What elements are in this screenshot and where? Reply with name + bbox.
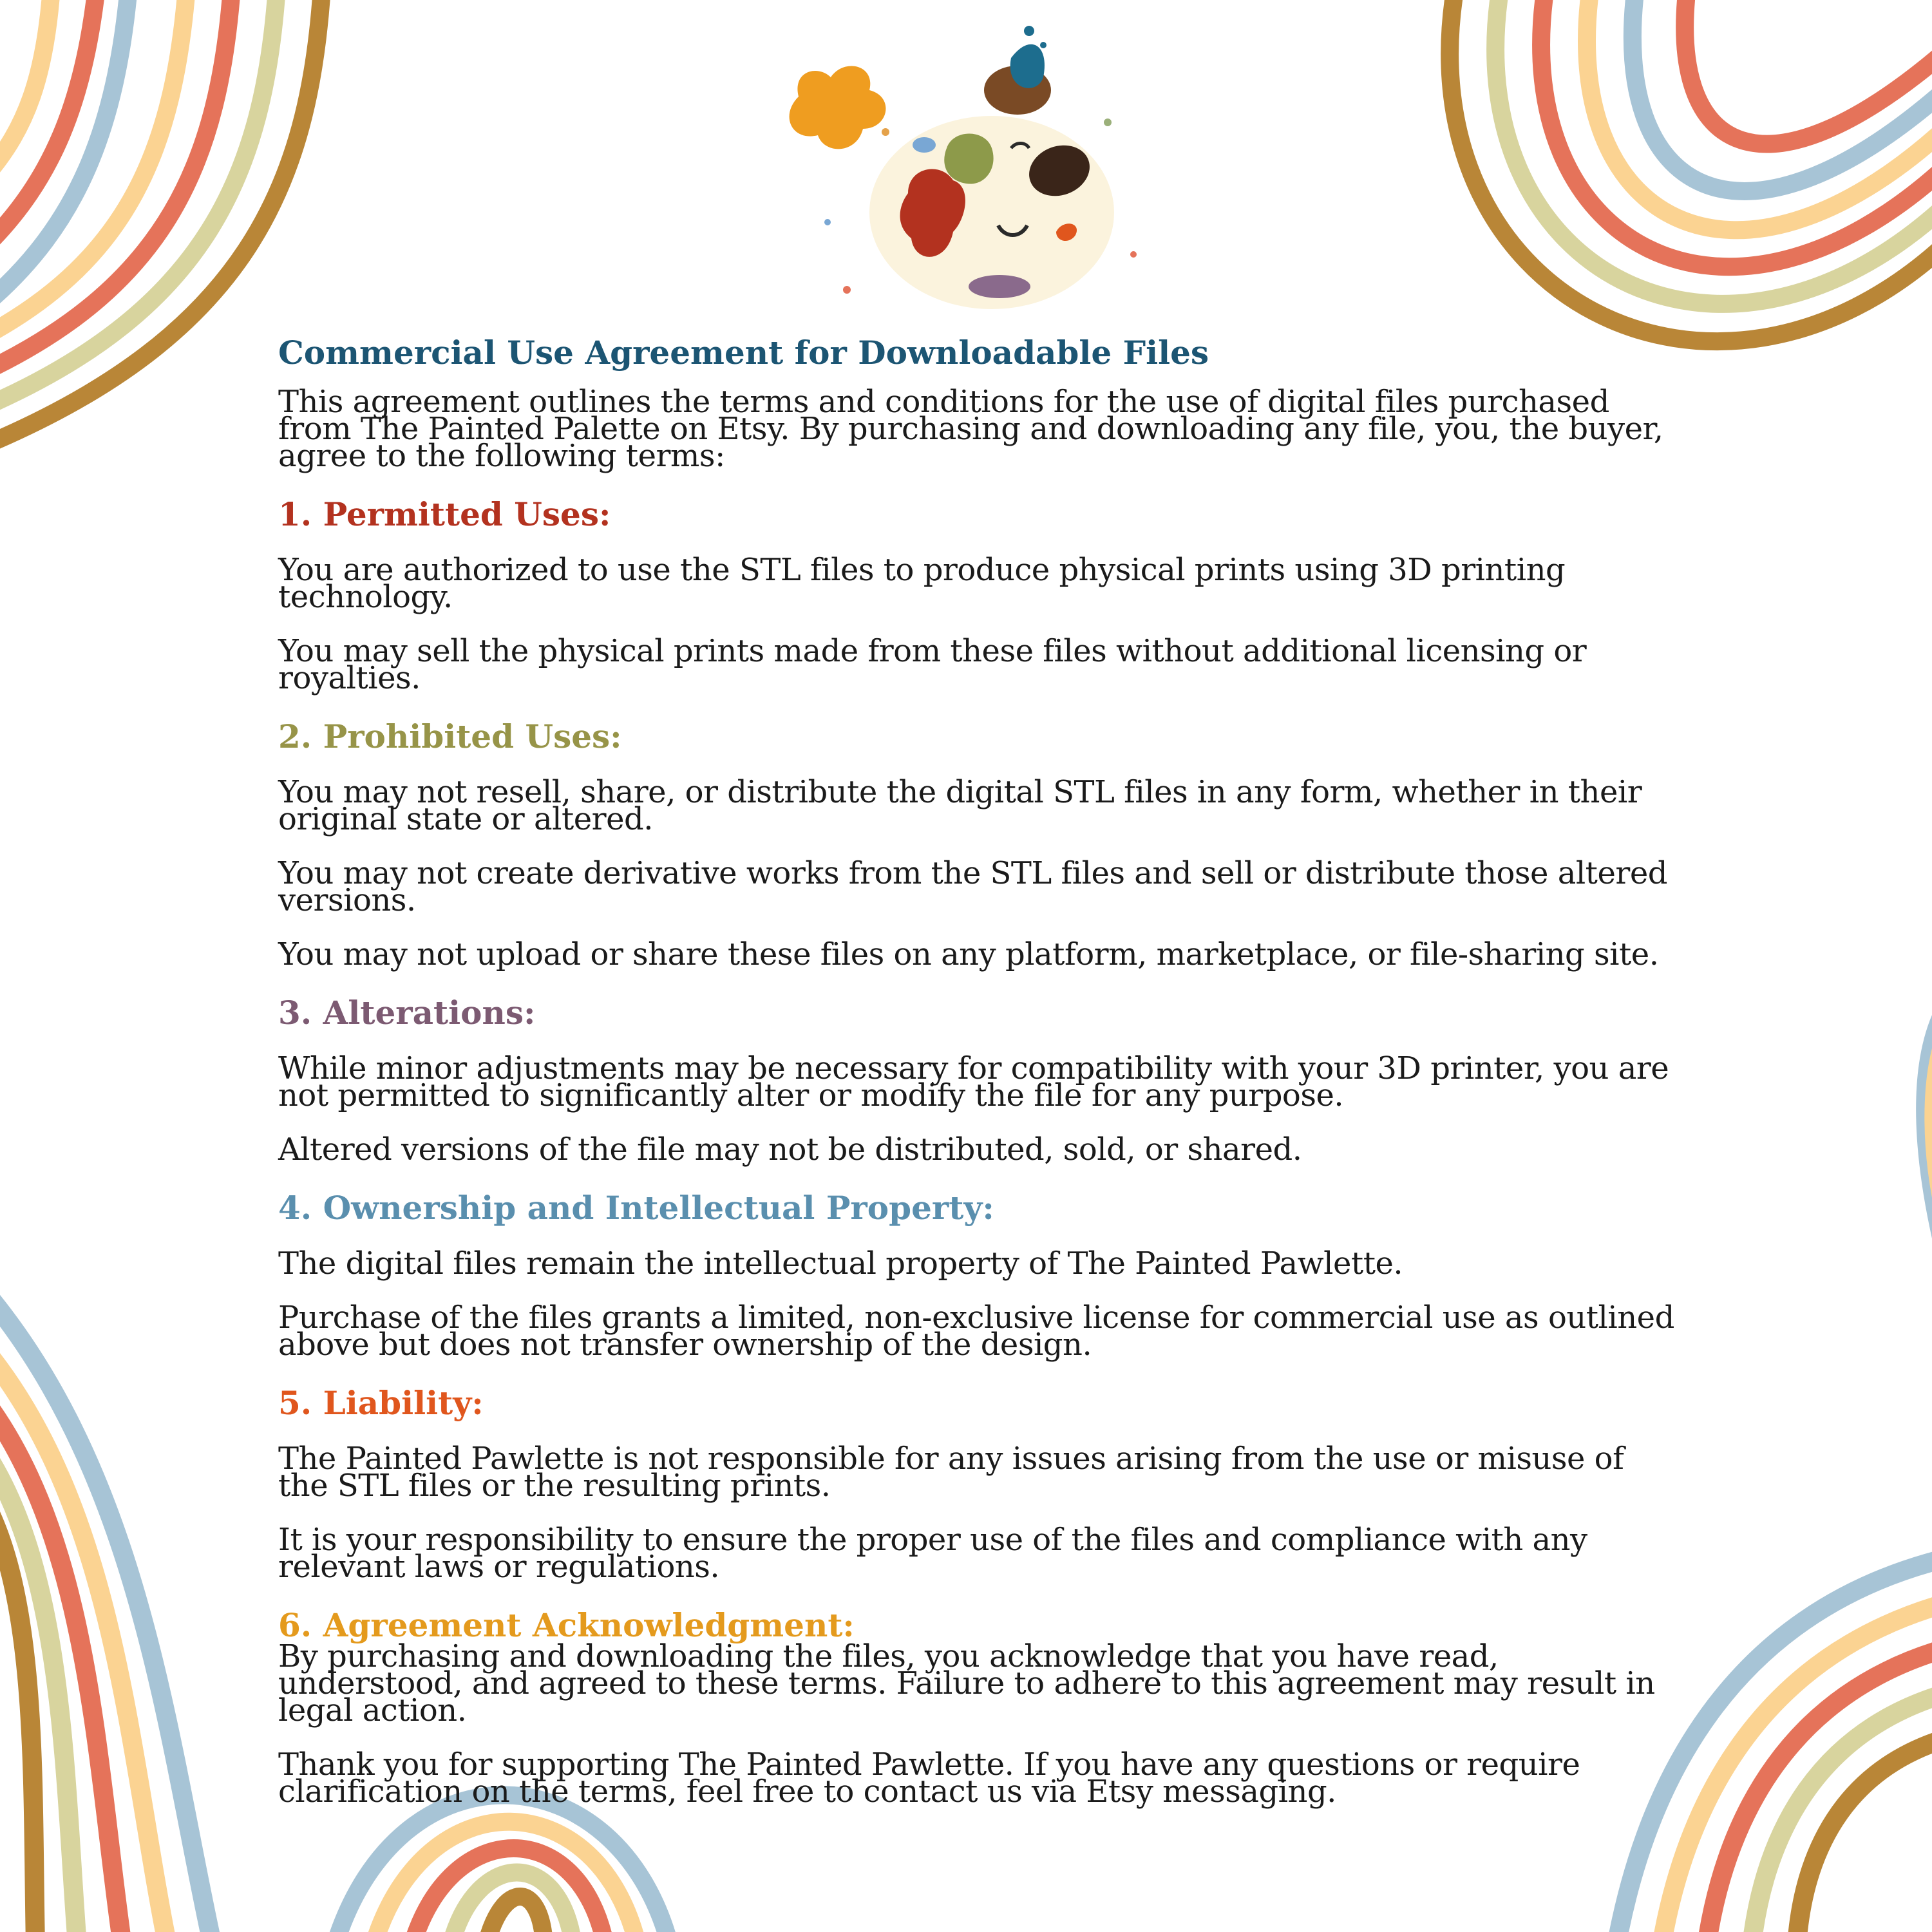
section-paragraph: You may not create derivative works from the STL files and sell or distribute those altered versions. <box>278 855 1667 918</box>
section-paragraph: It is your responsibility to ensure the proper use of the files and compliance with any relevant laws or regulations. <box>278 1522 1587 1585</box>
section-heading-liability: 5. Liability: <box>278 1384 484 1422</box>
rainbow-top-left <box>0 0 322 444</box>
closing-paragraph: Thank you for supporting The Painted Pawlette. If you have any questions or require clarification on the terms, feel free to contact us via Etsy messaging. <box>278 1747 1580 1810</box>
intro-paragraph: This agreement outlines the terms and conditions for the use of digital files purchased from The Painted Palette on Etsy. By purchasing and downloading any file, you, the buyer, agree to the following terms: <box>278 384 1663 474</box>
section-heading-prohibited-uses: 2. Prohibited Uses: <box>278 717 622 755</box>
section-heading-acknowledgment: 6. Agreement Acknowledgment: <box>278 1606 855 1644</box>
document-title: Commercial Use Agreement for Downloadable Files <box>278 334 1209 372</box>
section-paragraph: Altered versions of the file may not be distributed, sold, or shared. <box>278 1132 1302 1168</box>
section-paragraph: You may sell the physical prints made from these files without additional licensing or royalties. <box>278 633 1587 696</box>
rainbow-top-right <box>1450 0 1932 341</box>
rainbow-right-edge <box>1923 1005 1932 1262</box>
section-heading-permitted-uses: 1. Permitted Uses: <box>278 495 611 533</box>
section-paragraph: You may not resell, share, or distribute the digital STL files in any form, whether in their original state or altered. <box>278 774 1642 837</box>
section-paragraph: While minor adjustments may be necessary for compatibility with your 3D printer, you are not permitted to significantly alter or modify the file for any purpose. <box>278 1050 1669 1113</box>
agreement-document <box>278 335 1682 1832</box>
section-paragraph: The Painted Pawlette is not responsible for any issues arising from the use or misuse of the STL files or the resulting prints. <box>278 1441 1624 1504</box>
section-paragraph: By purchasing and downloading the files, you acknowledge that you have read, understood, and agreed to these terms. Failure to adhere to this agreement may result in legal action. <box>278 1638 1655 1728</box>
section-paragraph: The digital files remain the intellectual property of The Painted Pawlette. <box>278 1245 1403 1282</box>
section-paragraph: Purchase of the files grants a limited, non-exclusive license for commercial use as outlined above but does not transfer ownership of the design. <box>278 1300 1674 1363</box>
section-heading-ownership: 4. Ownership and Intellectual Property: <box>278 1189 994 1227</box>
section-paragraph: You may not upload or share these files on any platform, marketplace, or file-sharing site. <box>278 936 1659 972</box>
paint-palette-logo-icon <box>773 19 1159 316</box>
section-paragraph: You are authorized to use the STL files to produce physical prints using 3D printing technology. <box>278 552 1566 615</box>
section-heading-alterations: 3. Alterations: <box>278 994 536 1032</box>
